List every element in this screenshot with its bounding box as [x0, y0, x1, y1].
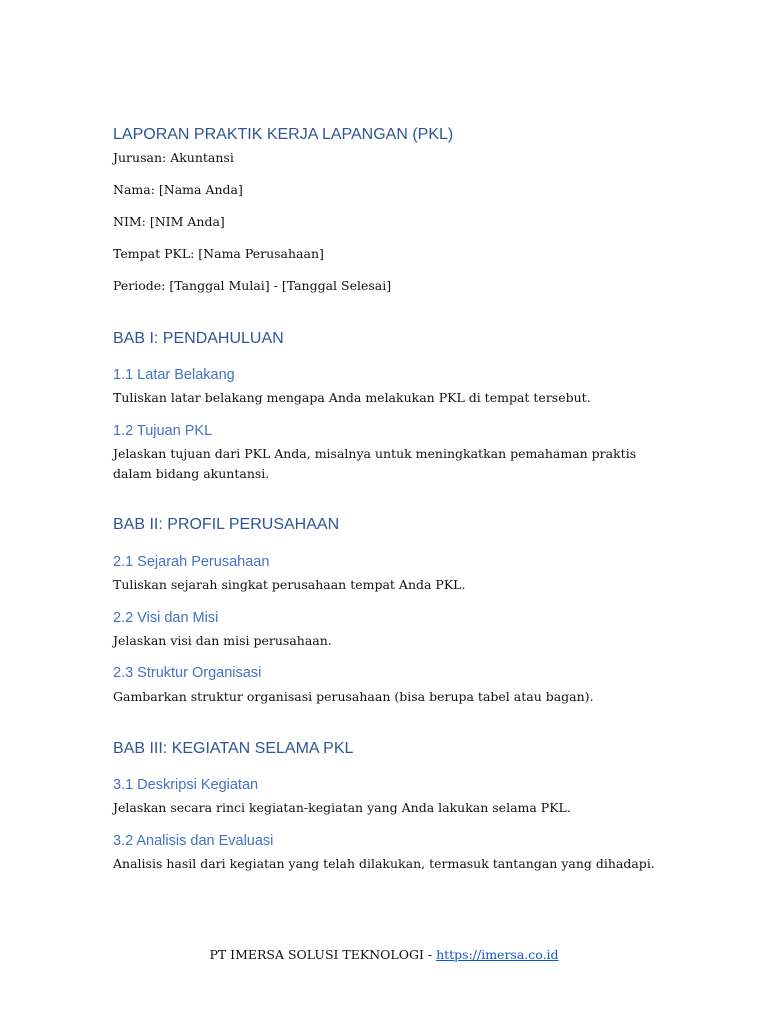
meta-tempat: Tempat PKL: [Nama Perusahaan] — [113, 246, 324, 261]
bab3-section1-heading: 3.1 Deskripsi Kegiatan — [113, 777, 259, 793]
bab1-section2-heading: 1.2 Tujuan PKL — [113, 423, 213, 439]
bab2-heading: BAB II: PROFIL PERUSAHAAN — [113, 516, 340, 533]
footer-company: PT IMERSA SOLUSI TEKNOLOGI - — [209, 947, 437, 962]
bab2-section1-text: Tuliskan sejarah singkat perusahaan tempat Anda PKL. — [113, 577, 466, 592]
bab2-section3-heading: 2.3 Struktur Organisasi — [113, 665, 262, 681]
bab2-section1-heading: 2.1 Sejarah Perusahaan — [113, 554, 270, 570]
meta-nim: NIM: [NIM Anda] — [113, 214, 225, 229]
bab2-section3-text: Gambarkan struktur organisasi perusahaan (bisa berupa tabel atau bagan). — [113, 689, 594, 704]
bab1-section1-heading: 1.1 Latar Belakang — [113, 367, 235, 383]
bab3-section1-text: Jelaskan secara rinci kegiatan-kegiatan yang Anda lakukan selama PKL. — [113, 800, 571, 815]
bab3-section2-text: Analisis hasil dari kegiatan yang telah dilakukan, termasuk tantangan yang dihadapi. — [113, 856, 655, 871]
page-footer — [0, 945, 768, 965]
meta-nama: Nama: [Nama Anda] — [113, 182, 243, 197]
bab1-heading: BAB I: PENDAHULUAN — [113, 330, 284, 347]
bab3-section2-heading: 3.2 Analisis dan Evaluasi — [113, 833, 274, 849]
meta-jurusan: Jurusan: Akuntansi — [113, 150, 234, 165]
bab2-section2-heading: 2.2 Visi dan Misi — [113, 610, 219, 626]
bab1-section1-text: Tuliskan latar belakang mengapa Anda melakukan PKL di tempat tersebut. — [113, 390, 591, 405]
bab2-section2-text: Jelaskan visi dan misi perusahaan. — [113, 633, 332, 648]
bab3-heading: BAB III: KEGIATAN SELAMA PKL — [113, 740, 354, 757]
document-title: LAPORAN PRAKTIK KERJA LAPANGAN (PKL) — [113, 126, 454, 143]
footer-link[interactable]: https://imersa.co.id — [436, 947, 559, 962]
meta-periode: Periode: [Tanggal Mulai] - [Tanggal Selesai] — [113, 278, 392, 293]
bab1-section2-text: Jelaskan tujuan dari PKL Anda, misalnya untuk meningkatkan pemahaman praktis dalam bidang akuntansi. — [113, 446, 637, 481]
